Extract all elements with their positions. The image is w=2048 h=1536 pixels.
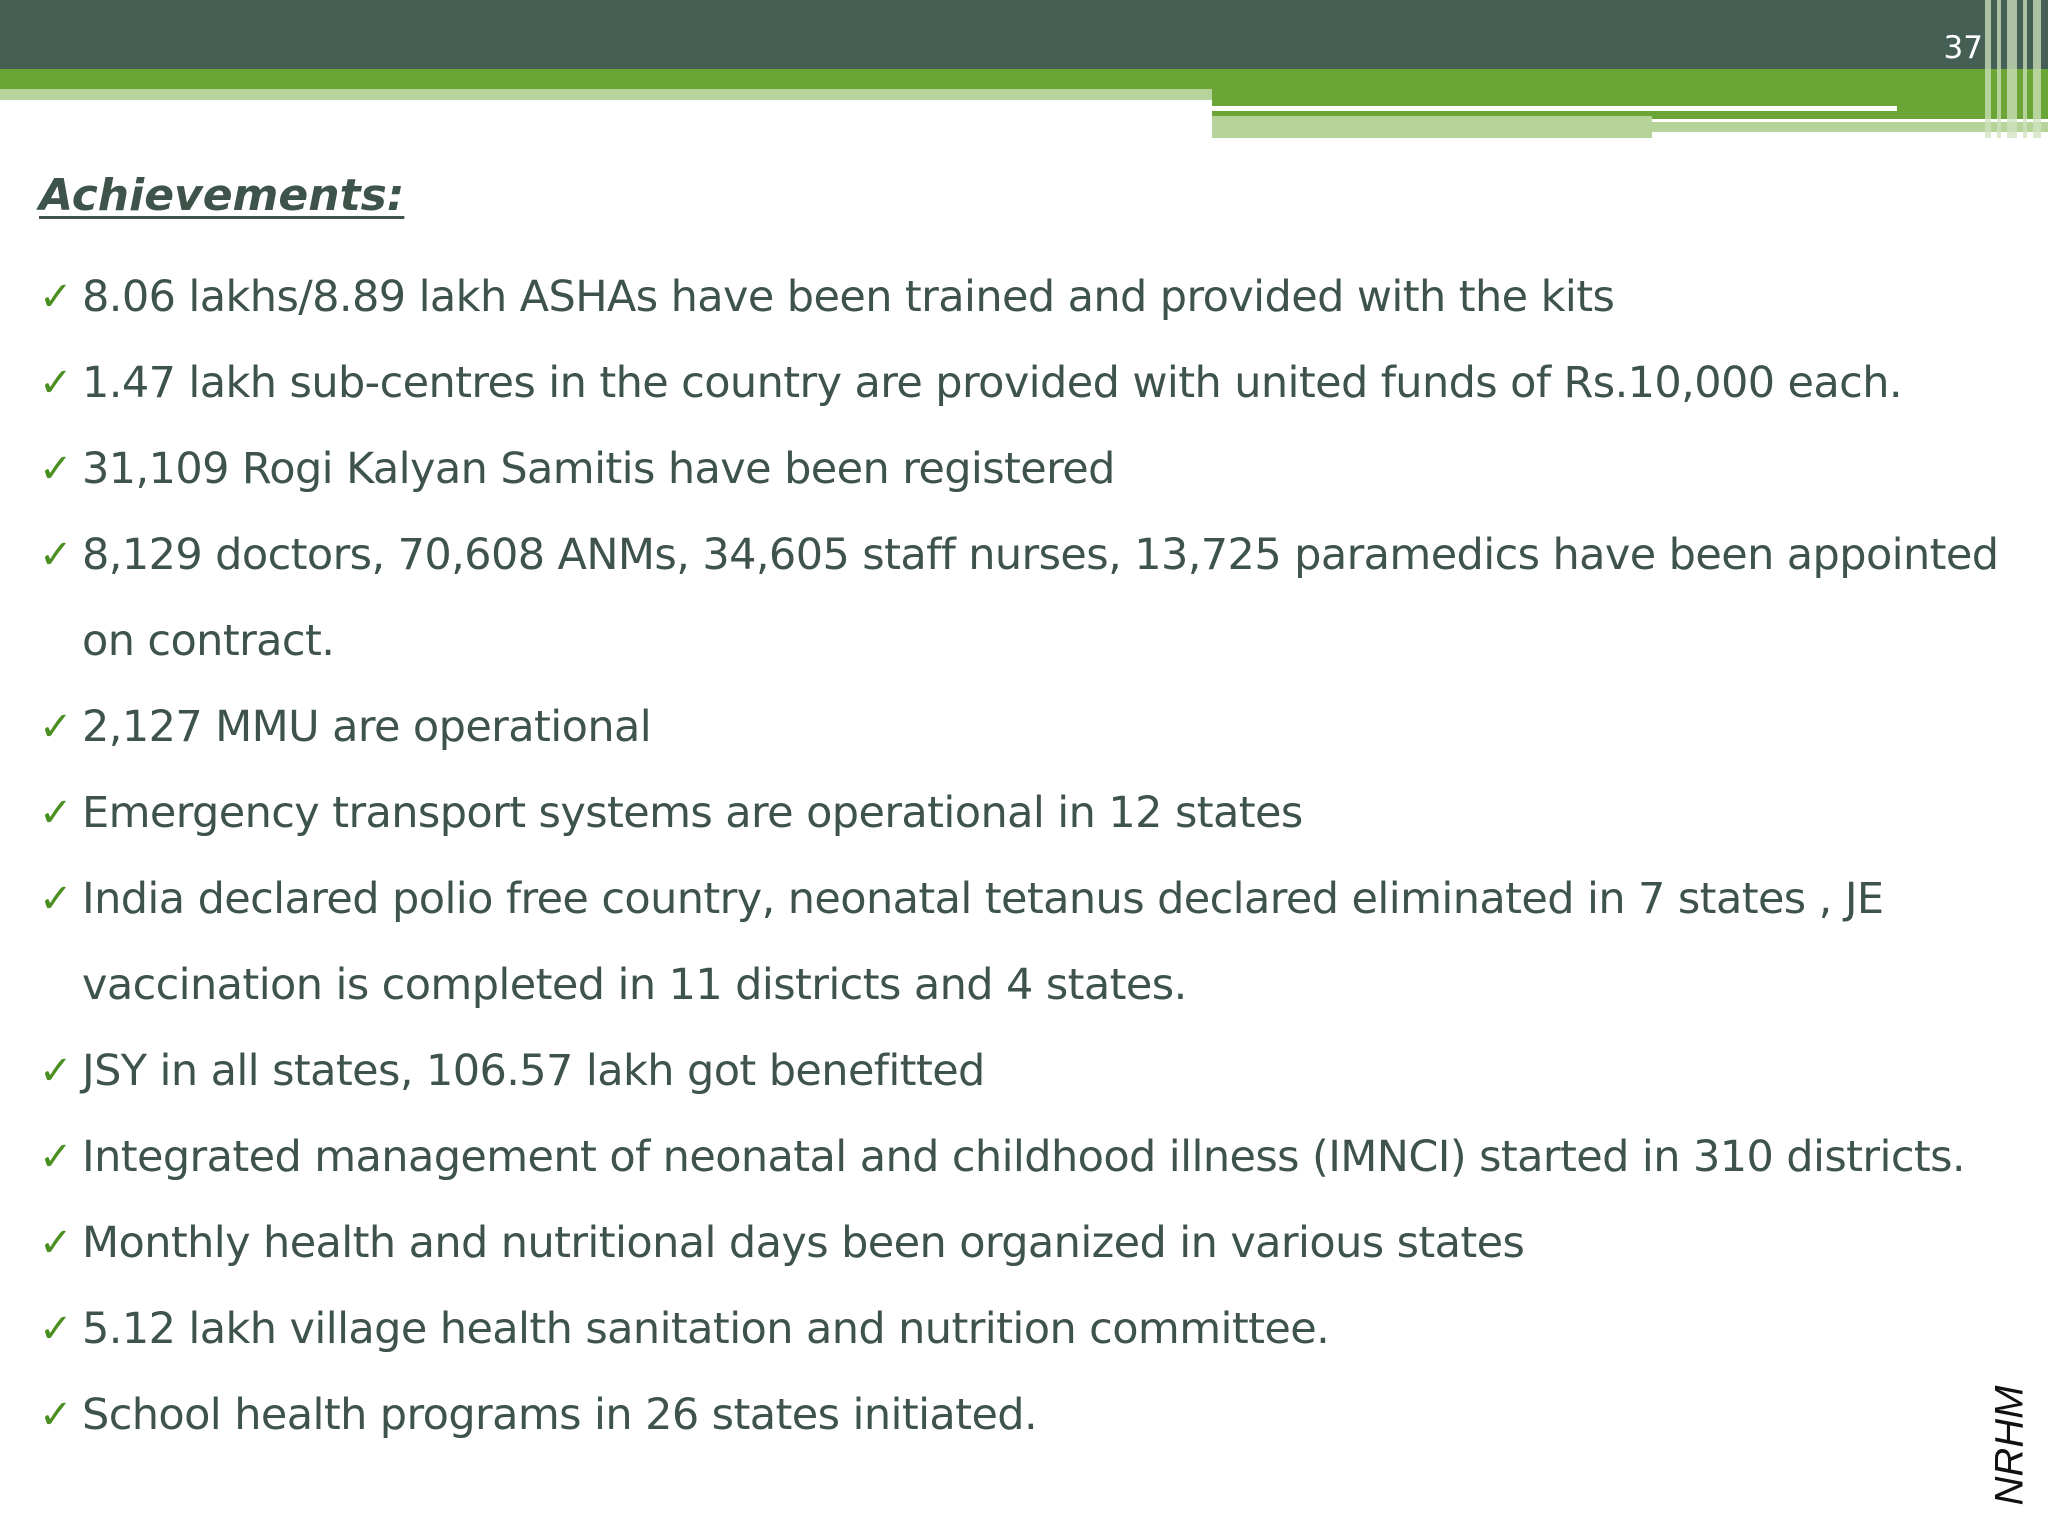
header-stripe-left	[0, 89, 1212, 100]
list-item-text: 8,129 doctors, 70,608 ANMs, 34,605 staff nurses, 13,725 paramedics have been appointed on contract.	[82, 530, 1999, 666]
list-item-text: 5.12 lakh village health sanitation and nutrition committee.	[82, 1304, 1330, 1354]
checkmark-icon: ✓	[39, 532, 72, 578]
achievements-list	[39, 254, 2029, 1458]
header-stripe-right	[1212, 89, 2048, 119]
list-item-text: 1.47 lakh sub-centres in the country are provided with united funds of Rs.10,000 each.	[82, 358, 1902, 408]
checkmark-icon: ✓	[39, 1220, 72, 1266]
achievements-heading: Achievements:	[39, 170, 405, 221]
list-item	[39, 1114, 2029, 1200]
header-stripe-light-a	[1212, 116, 1652, 138]
checkmark-icon: ✓	[39, 1306, 72, 1352]
list-item-text: 2,127 MMU are operational	[82, 702, 652, 752]
list-item	[39, 684, 2029, 770]
side-label	[1980, 1380, 2040, 1510]
list-item-text: Emergency transport systems are operational in 12 states	[82, 788, 1303, 838]
list-item	[39, 512, 2027, 684]
checkmark-icon: ✓	[39, 1392, 72, 1438]
side-label-text: NRHM	[1987, 1385, 2032, 1505]
list-item	[39, 770, 2029, 856]
list-item	[39, 426, 2029, 512]
header-bar-green	[0, 69, 2048, 89]
list-item	[39, 340, 2029, 426]
header-bar-dark	[0, 0, 2048, 69]
list-item-text: 31,109 Rogi Kalyan Samitis have been registered	[82, 444, 1115, 494]
list-item-text: JSY in all states, 106.57 lakh got benefitted	[82, 1046, 985, 1096]
list-item-text: Integrated management of neonatal and childhood illness (IMNCI) started in 310 districts.	[82, 1132, 1965, 1182]
page-number: 37	[1943, 30, 1983, 66]
list-item-text: Monthly health and nutritional days been organized in various states	[82, 1218, 1525, 1268]
list-item	[39, 1028, 2029, 1114]
checkmark-icon: ✓	[39, 1048, 72, 1094]
list-item-text: School health programs in 26 states initiated.	[82, 1390, 1038, 1440]
checkmark-icon: ✓	[39, 704, 72, 750]
checkmark-icon: ✓	[39, 274, 72, 320]
list-item-text: India declared polio free country, neonatal tetanus declared eliminated in 7 states , JE vaccination is completed in 11 districts and 4 states.	[82, 874, 1884, 1010]
list-item-text: 8.06 lakhs/8.89 lakh ASHAs have been trained and provided with the kits	[82, 272, 1615, 322]
header-vertical-bars	[1985, 0, 2048, 138]
checkmark-icon: ✓	[39, 790, 72, 836]
list-item	[39, 1200, 2029, 1286]
list-item	[39, 1286, 2029, 1372]
checkmark-icon: ✓	[39, 360, 72, 406]
list-item	[39, 1372, 2029, 1458]
header-stripe-white	[1212, 106, 1897, 111]
checkmark-icon: ✓	[39, 446, 72, 492]
list-item	[39, 254, 2029, 340]
checkmark-icon: ✓	[39, 1134, 72, 1180]
checkmark-icon: ✓	[39, 876, 72, 922]
list-item	[39, 856, 2027, 1028]
